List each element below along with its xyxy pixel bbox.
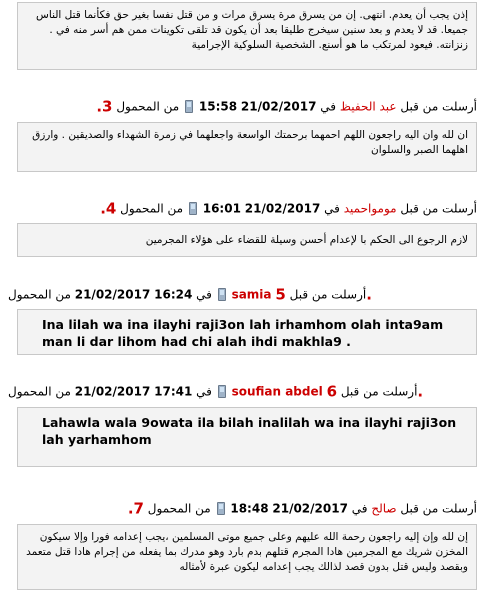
comment-text: إذن يجب أن يعدم. انتهى. إن من يسرق مرة يسرق مرات و من قتل نفسا بغير حق فكأنما قتل الناس جميعا. قد لا يعدم و بعد سنين سيخرج طليقا بعد أن يكون قد تلقى تكوينات ممن هم أسر منه في . زنزانته. فيعود لمرتكب ما هو أسنع. الشخصية السلوكية الإجرامية — [36, 9, 468, 51]
from-mobile-label: من المحمول — [8, 384, 71, 399]
sent-by-label: أرسلت من قبل — [340, 384, 418, 399]
from-mobile-label: من المحمول — [147, 501, 211, 516]
in-label: في — [196, 287, 212, 302]
from-mobile-label: من المحمول — [120, 201, 184, 216]
comment-time: 17:41 — [154, 384, 193, 399]
mobile-phone-icon — [189, 202, 197, 215]
comment-author[interactable]: soufian abdel — [231, 384, 323, 399]
comment-body-4 — [17, 223, 477, 257]
comment-text: Lahawla wala 9owata ila bilah inalilah wa ina ilayhi raji3on lah yarhamhom — [42, 415, 457, 447]
comment-text: ان لله وان اليه راجعون اللهم احمهما برحمتك الواسعة واجعلهما في زمرة الشهداء والصديقين . وارزق اهلهما الصبر والسلوان — [32, 129, 468, 156]
comment-time: 18:48 — [230, 501, 269, 516]
comment-body-3 — [17, 122, 477, 172]
in-label: في — [351, 501, 368, 516]
comment-time: 16:24 — [154, 287, 193, 302]
comment-header-5 — [8, 286, 372, 302]
sent-by-label: أرسلت من قبل — [400, 501, 477, 516]
comment-number[interactable]: 3. — [96, 97, 113, 116]
comment-text: لازم الرجوع الى الحكم با لإعدام أحسن وسيلة للقضاء على هؤلاء المجرمين — [145, 234, 468, 246]
in-label: في — [320, 99, 337, 114]
comment-body-5 — [17, 309, 477, 355]
comment-author[interactable]: samia — [231, 287, 272, 302]
mobile-phone-icon — [218, 288, 226, 301]
comment-number[interactable]: 6. — [326, 382, 424, 401]
comment-author[interactable]: عبد الحفيظ — [339, 99, 397, 114]
mobile-phone-icon — [218, 385, 226, 398]
sent-by-label: أرسلت من قبل — [289, 287, 367, 302]
sent-by-label: أرسلت من قبل — [400, 201, 477, 216]
comment-date: 21/02/2017 — [74, 384, 151, 399]
comment-header-6 — [8, 383, 423, 399]
comment-number[interactable]: 4. — [100, 199, 117, 218]
comment-text: Ina lilah wa ina ilayhi raji3on lah irhamhom olah inta9am man li dar lihom had chi alah ihdi makhla9 . — [42, 317, 444, 349]
comment-body-7 — [17, 524, 477, 590]
in-label: في — [196, 384, 212, 399]
comment-header-3 — [96, 98, 477, 114]
mobile-phone-icon — [217, 502, 225, 515]
comment-text: إن لله وإن إليه راجعون رحمة الله عليهم وعلى جميع موتى المسلمين ،يجب إعدامه فورا وإلا سيكون المخزن شريك مع المجرمين هادا المجرم قتلهم بدم بارد وهو مدرك بما يفعله من إجرام هادا قتل متعمد وبقصد وليس قتل بدون قصد لذالك يجب إعدامه ليكون عبرة لأمثاله — [26, 531, 468, 573]
comment-author[interactable]: مومواحميد — [343, 201, 397, 216]
comment-date: 21/02/2017 — [272, 501, 348, 516]
mobile-phone-icon — [185, 100, 193, 113]
comment-date: 21/02/2017 — [74, 287, 151, 302]
from-mobile-label: من المحمول — [8, 287, 71, 302]
in-label: في — [324, 201, 340, 216]
comment-number[interactable]: 5. — [275, 285, 372, 304]
comment-body-2 — [17, 2, 477, 70]
comment-number[interactable]: 7. — [127, 499, 144, 518]
comment-header-7 — [128, 500, 477, 516]
comment-header-4 — [100, 200, 477, 216]
comment-author[interactable]: صالح — [371, 501, 397, 516]
comment-date: 21/02/2017 — [240, 99, 317, 114]
comment-time: 16:01 — [202, 201, 241, 216]
comment-body-6 — [17, 407, 477, 467]
sent-by-label: أرسلت من قبل — [400, 99, 477, 114]
from-mobile-label: من المحمول — [116, 99, 180, 114]
comment-time: 15:58 — [198, 99, 238, 114]
comment-date: 21/02/2017 — [244, 201, 321, 216]
